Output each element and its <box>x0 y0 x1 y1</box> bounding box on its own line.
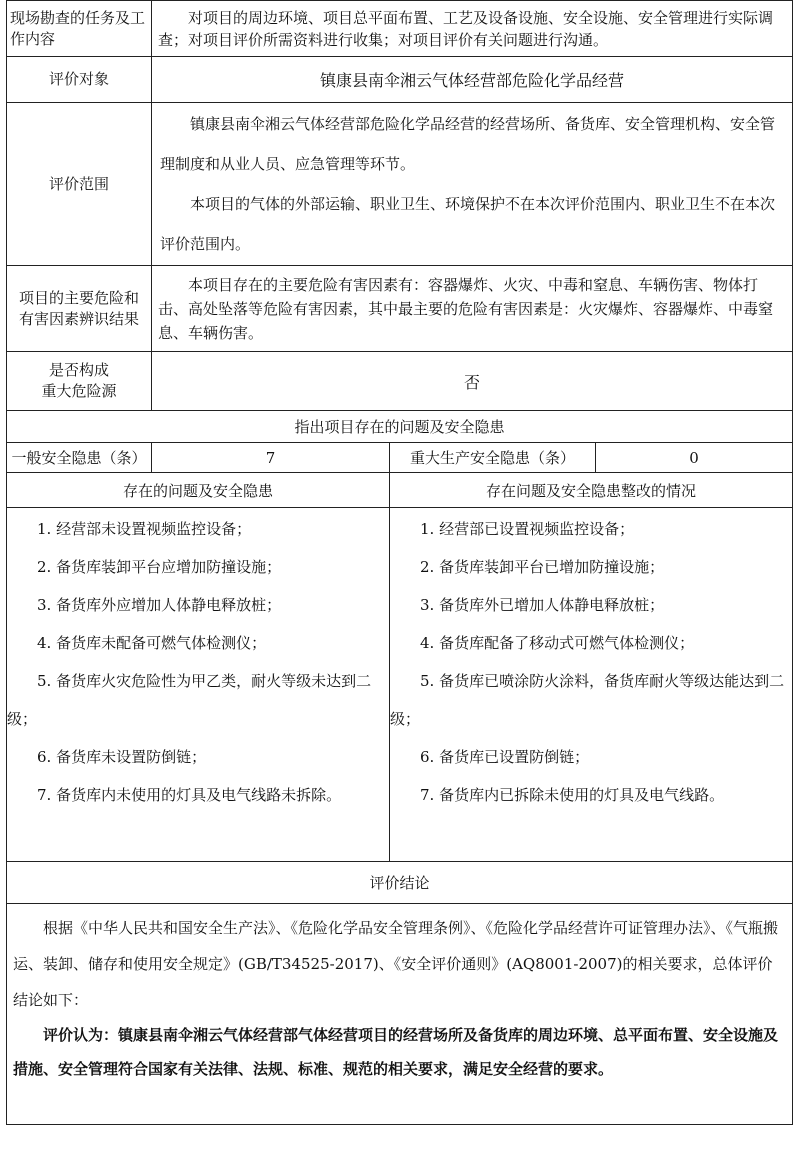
scope-row <box>7 103 793 266</box>
major-hazard-label-line1: 是否构成 <box>48 361 109 379</box>
conclusion-row <box>7 904 793 1125</box>
conclusion-title: 评价结论 <box>7 862 793 904</box>
major-hazard-value: 否 <box>152 352 793 411</box>
object-value: 镇康县南伞湘云气体经营部危险化学品经营 <box>152 57 793 103</box>
major-hazard-label <box>7 352 152 411</box>
problems-list <box>7 508 390 862</box>
rectification-item: 1. 经营部已设置视频监控设备； <box>420 520 635 538</box>
rectification-item: 3. 备货库外已增加人体静电释放桩； <box>420 596 665 614</box>
problem-item: 5. 备货库火灾危险性为甲乙类，耐火等级未达到二级； <box>7 672 372 728</box>
issues-list-row <box>7 508 793 862</box>
problems-column-header: 存在的问题及安全隐患 <box>7 473 390 508</box>
scope-paragraph-1: 镇康县南伞湘云气体经营部危险化学品经营的经营场所、备货库、安全管理机构、安全管理制度和从业人员、应急管理等环节。 <box>160 115 776 173</box>
problem-item: 6. 备货库未设置防倒链； <box>37 748 207 766</box>
object-row <box>7 57 793 103</box>
conclusion-title-row <box>7 862 793 904</box>
rectification-column-header: 存在问题及安全隐患整改的情况 <box>390 473 793 508</box>
counts-row <box>7 443 793 473</box>
scope-label: 评价范围 <box>7 103 152 266</box>
rectification-item: 2. 备货库装卸平台已增加防撞设施； <box>420 558 665 576</box>
rectification-item: 5. 备货库已喷涂防火涂料，备货库耐火等级达能达到二级； <box>390 672 785 728</box>
general-hazard-count: 7 <box>152 443 390 473</box>
problem-item: 3. 备货库外应增加人体静电释放桩； <box>37 596 282 614</box>
problem-item: 7. 备货库内未使用的灯具及电气线路未拆除。 <box>37 786 342 804</box>
problem-item: 2. 备货库装卸平台应增加防撞设施； <box>37 558 282 576</box>
object-label: 评价对象 <box>7 57 152 103</box>
survey-label: 现场勘查的任务及工作内容 <box>7 1 152 57</box>
issues-header-row <box>7 473 793 508</box>
problem-item: 4. 备货库未配备可燃气体检测仪； <box>37 634 267 652</box>
conclusion-basis: 根据《中华人民共和国安全生产法》、《危险化学品安全管理条例》、《危险化学品经营许可证管理办法》、《气瓶搬运、装卸、储存和使用安全规定》(GB/T34525-2017)、《安全评价通则》(AQ8001-2007)的相关要求，总体评价结论如下： <box>13 919 779 1009</box>
issues-title: 指出项目存在的问题及安全隐患 <box>7 411 793 443</box>
major-hazard-label-line2: 重大危险源 <box>41 382 117 400</box>
hazards-text: 本项目存在的主要危险有害因素有：容器爆炸、火灾、中毒和窒息、车辆伤害、物体打击、高处坠落等危险有害因素，其中最主要的危险有害因素是：火灾爆炸、容器爆炸、中毒窒息、车辆伤害。 <box>152 266 793 352</box>
hazards-label: 项目的主要危险和有害因素辨识结果 <box>7 266 152 352</box>
major-hazard-row <box>7 352 793 411</box>
problem-item: 1. 经营部未设置视频监控设备； <box>37 520 252 538</box>
rectification-item: 4. 备货库配备了移动式可燃气体检测仪； <box>420 634 695 652</box>
scope-paragraph-2: 本项目的气体的外部运输、职业卫生、环境保护不在本次评价范围内、职业卫生不在本次评价范围内。 <box>160 195 776 253</box>
safety-evaluation-table <box>6 0 793 1125</box>
rectification-item: 6. 备货库已设置防倒链； <box>420 748 590 766</box>
survey-row <box>7 1 793 57</box>
hazards-row <box>7 266 793 352</box>
general-hazard-label: 一般安全隐患（条） <box>7 443 152 473</box>
rectification-item: 7. 备货库内已拆除未使用的灯具及电气线路。 <box>420 786 725 804</box>
major-hazard-count: 0 <box>596 443 793 473</box>
issues-title-row <box>7 411 793 443</box>
conclusion-content <box>7 904 793 1125</box>
scope-content <box>152 103 793 266</box>
rectification-list <box>390 508 793 862</box>
conclusion-verdict: 评价认为：镇康县南伞湘云气体经营部气体经营项目的经营场所及备货库的周边环境、总平面布置、安全设施及措施、安全管理符合国家有关法律、法规、标准、规范的相关要求，满足安全经营的要求。 <box>13 1026 779 1078</box>
survey-text: 对项目的周边环境、项目总平面布置、工艺及设备设施、安全设施、安全管理进行实际调查；对项目评价所需资料进行收集；对项目评价有关问题进行沟通。 <box>152 1 793 57</box>
major-hazard-count-label: 重大生产安全隐患（条） <box>390 443 596 473</box>
